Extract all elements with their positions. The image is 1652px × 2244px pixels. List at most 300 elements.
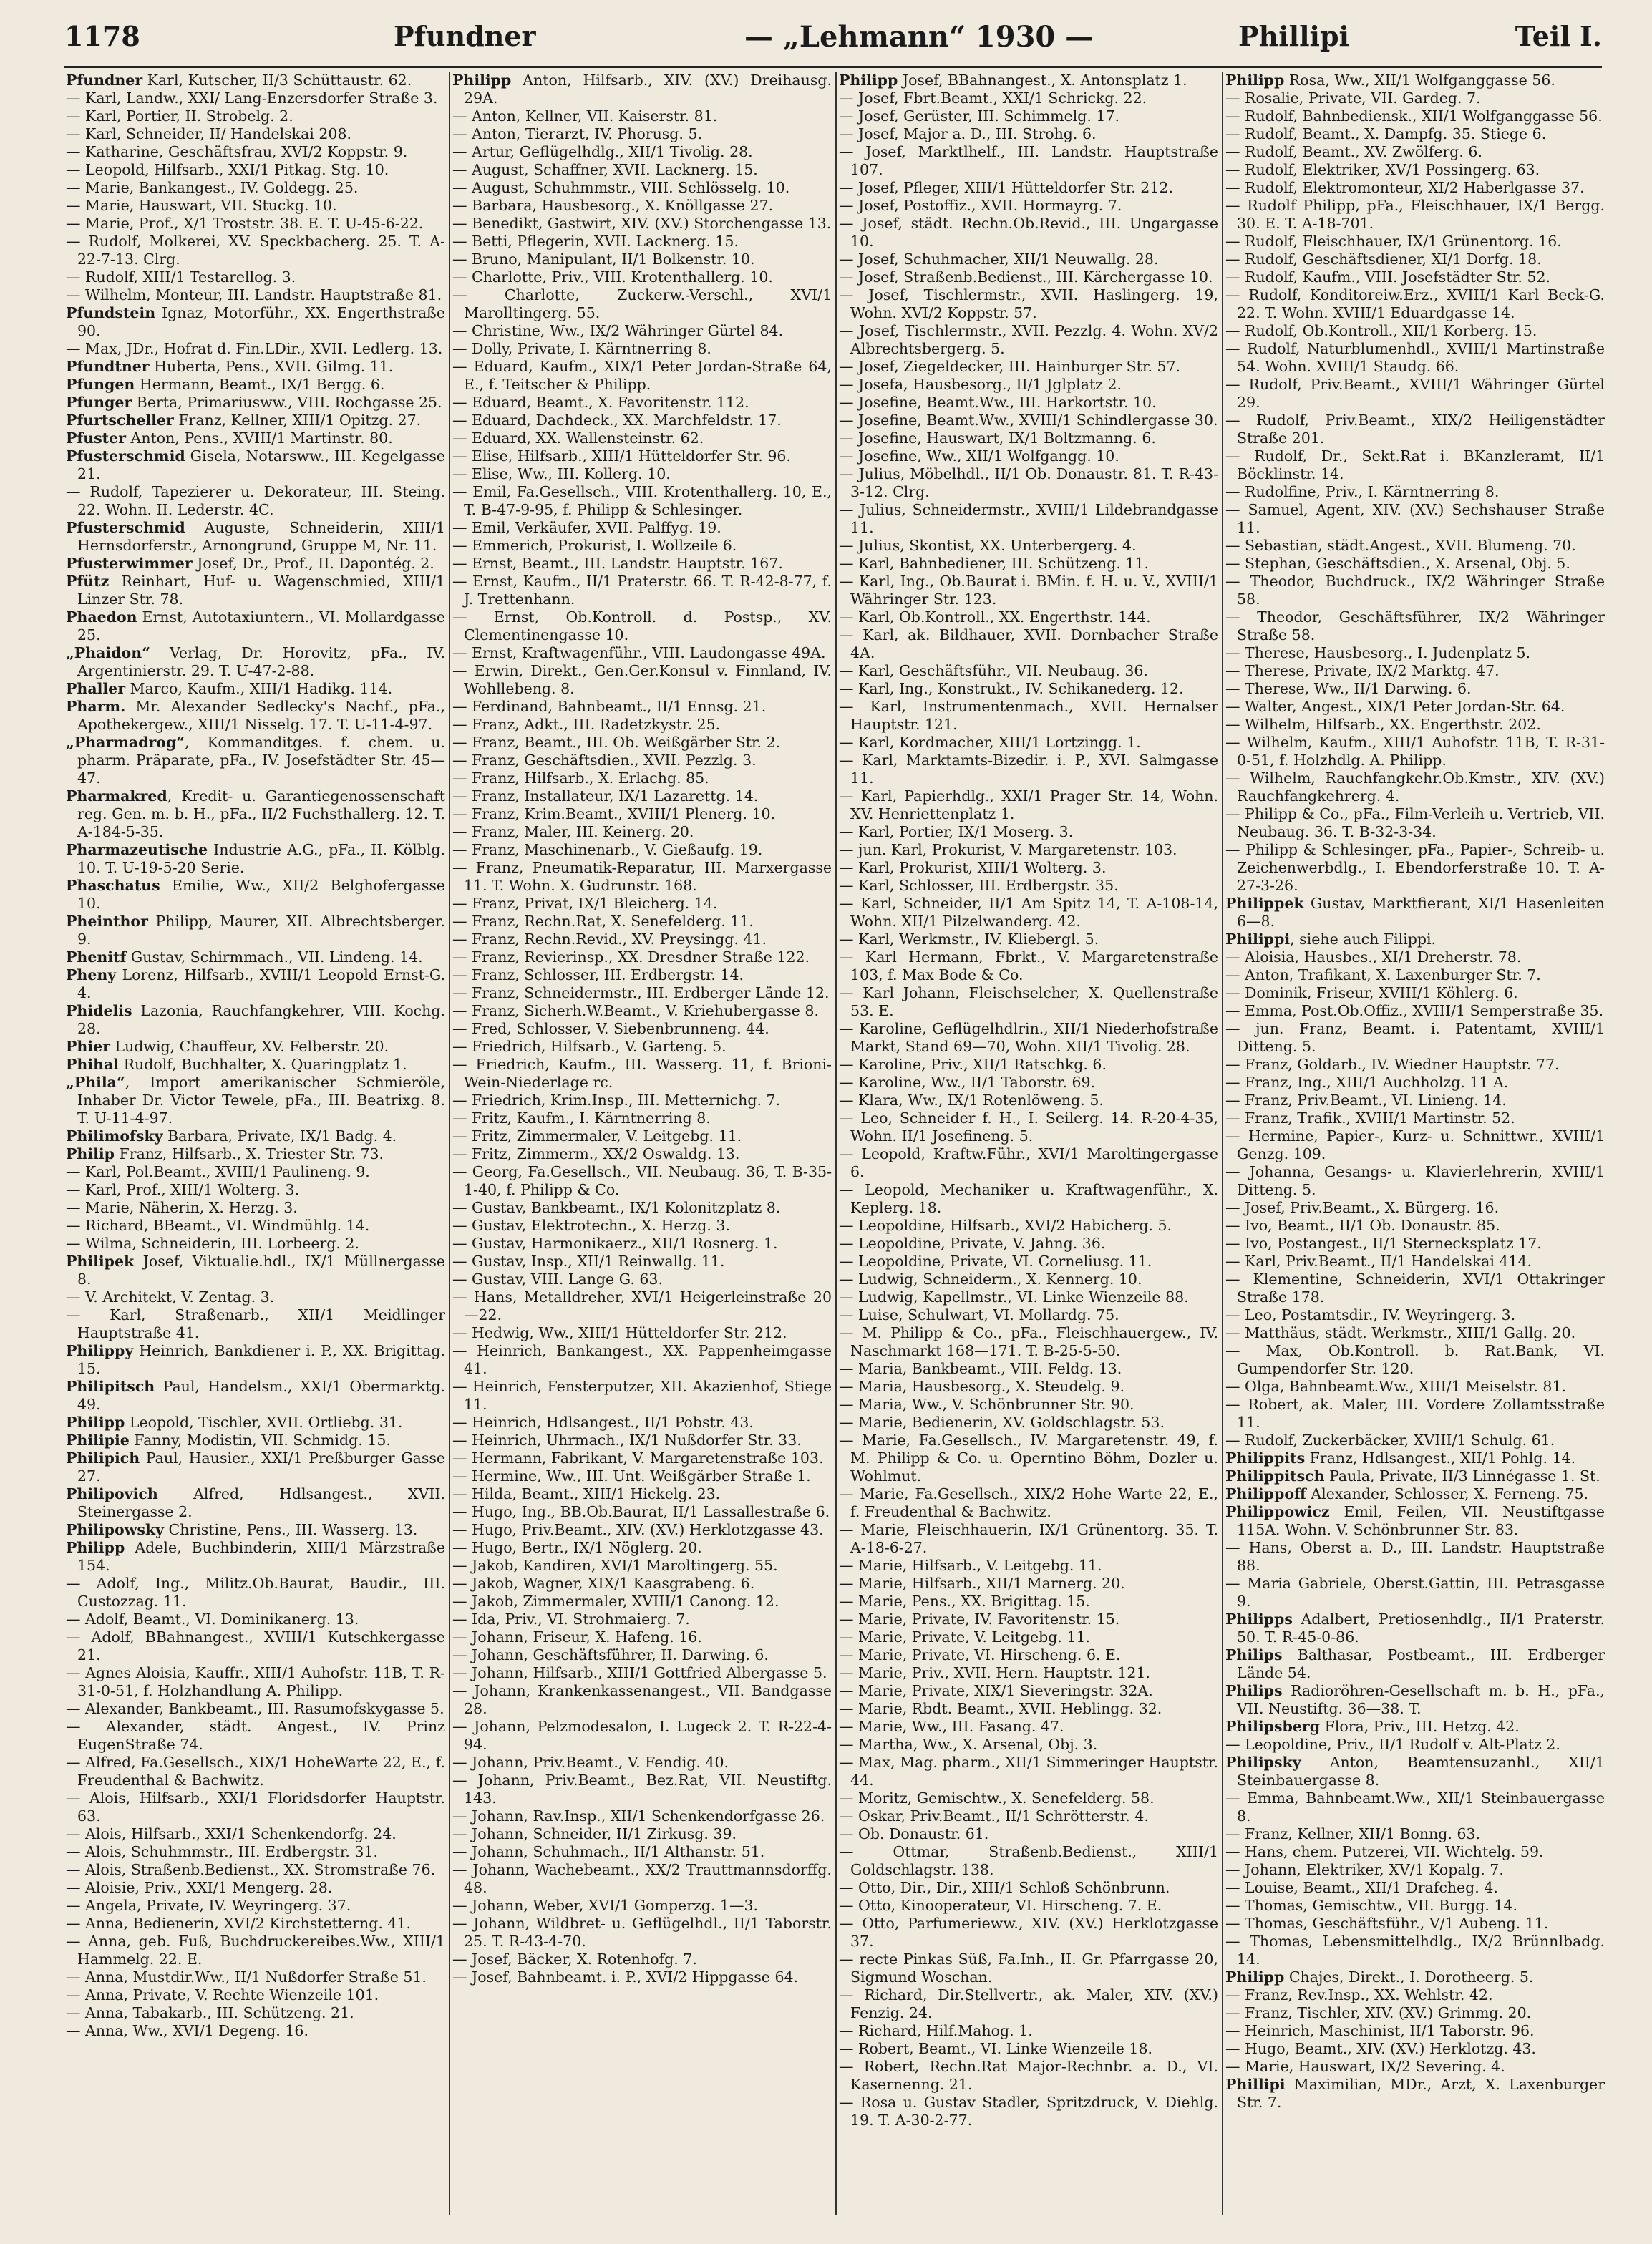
directory-entry: — Julius, Möbelhdl., II/1 Ob. Donaustr. 81. T. R-43-3-12. Clrg. xyxy=(839,465,1218,500)
directory-entry: — Adolf, BBahnangest., XVIII/1 Kutschkergasse 21. xyxy=(66,1628,445,1663)
directory-entry: — Johanna, Gesangs- u. Klavierlehrerin, XVIII/1 Ditteng. 5. xyxy=(1225,1163,1605,1198)
directory-entry: — Franz, Rechn.Revid., XV. Preysingg. 41. xyxy=(452,931,767,948)
directory-entry: — Stephan, Geschäftsdien., X. Arsenal, Obj. 5. xyxy=(1225,555,1570,572)
directory-entry: — Rudolf, Priv.Beamt., XIX/2 Heiligenstädter Straße 201. xyxy=(1225,412,1605,447)
directory-entry: — Dolly, Private, I. Kärntnerring 8. xyxy=(452,340,711,357)
directory-entry: Pfurtscheller Franz, Kellner, XIII/1 Opitzg. 27. xyxy=(66,412,422,429)
directory-entry: — Ernst, Kaufm., II/1 Praterstr. 66. T. R-42-8-77, f. J. Trettenhann. xyxy=(452,573,832,608)
entry-surname: Pfundtner xyxy=(66,358,150,375)
directory-entry: — Anna, Mustdir.Ww., II/1 Nußdorfer Straße 51. xyxy=(66,1968,427,1986)
directory-entry: — Alois, Hilfsarb., XXI/1 Floridsdorfer Hauptstr. 63. xyxy=(66,1789,445,1825)
directory-entry: — Ernst, Beamt., III. Landstr. Hauptstr. 167. xyxy=(452,555,783,572)
directory-entry: — Anna, geb. Fuß, Buchdruckereibes.Ww., XIII/1 Hammelg. 22. E. xyxy=(66,1933,445,1968)
directory-entry: — Walter, Angest., XIX/1 Peter Jordan-Str. 64. xyxy=(1225,698,1565,715)
directory-entry: — Josef, Schuhmacher, XII/1 Neuwallg. 28. xyxy=(839,251,1159,268)
directory-entry: — Johann, Rav.Insp., XII/1 Schenkendorfgasse 26. xyxy=(452,1807,825,1825)
directory-entry: — Rudolf Philipp, pFa., Fleischhauer, IX/1 Bergg. 30. E. T. A-18-701. xyxy=(1225,197,1605,232)
directory-entry: — Hermann, Fabrikant, V. Margaretenstraße 103. xyxy=(452,1449,824,1467)
directory-entry: — Leopoldine, Priv., II/1 Rudolf v. Alt-Platz 2. xyxy=(1225,1736,1560,1753)
directory-entry: — Charlotte, Zuckerw.-Verschl., XVI/1 Marolltingerg. 55. xyxy=(452,286,832,321)
directory-entry: — Heinrich, Hdlsangest., II/1 Pobstr. 43. xyxy=(452,1414,754,1431)
directory-entry: — August, Schaffner, XVII. Lacknerg. 15. xyxy=(452,161,758,178)
entry-surname: Pfuster xyxy=(66,429,126,447)
directory-entry: — Ernst, Ob.Kontroll. d. Postsp., XV. Clementinengasse 10. xyxy=(452,608,832,643)
directory-entry: — Josef, Marktlhelf., III. Landstr. Hauptstraße 107. xyxy=(839,143,1218,178)
directory-entry: — Marie, Hilfsarb., XII/1 Marnerg. 20. xyxy=(839,1575,1125,1592)
directory-entry: — Wilhelm, Kaufm., XIII/1 Auhofstr. 11B, T. R-31-0-51, f. Holzhdlg. A. Philipp. xyxy=(1225,734,1605,769)
entry-surname: „Phaidon“ xyxy=(66,644,150,661)
directory-entry: — Erwin, Direkt., Gen.Ger.Konsul v. Finnland, IV. Wohllebeng. 8. xyxy=(452,662,832,697)
directory-entry: — Franz, Privat, IX/1 Bleicherg. 14. xyxy=(452,895,718,912)
entry-surname: Philipovich xyxy=(66,1485,158,1502)
directory-entry: — Robert, ak. Maler, III. Vordere Zollamtsstraße 11. xyxy=(1225,1396,1605,1431)
entry-surname: Philipitsch xyxy=(66,1378,155,1395)
directory-entry: — Franz, Sicherh.W.Beamt., V. Kriehubergasse 8. xyxy=(452,1002,819,1019)
entry-surname: Pharm. xyxy=(66,698,126,715)
directory-entry: — Franz, Schneidermstr., III. Erdberger Lände 12. xyxy=(452,984,830,1001)
directory-entry: — Karl Johann, Fleischselcher, X. Quellenstraße 53. E. xyxy=(839,984,1218,1019)
directory-entry: Philipp Adele, Buchbinderin, XIII/1 Märzstraße 154. xyxy=(66,1539,445,1574)
directory-entry: — Louise, Beamt., XII/1 Drafcheg. 4. xyxy=(1225,1879,1498,1896)
directory-entry: — Rudolf, Elektromonteur, XI/2 Haberlgasse 37. xyxy=(1225,179,1585,196)
directory-entry: — Josef, Bäcker, X. Rotenhofg. 7. xyxy=(452,1951,697,1968)
directory-entry: — Anna, Tabakarb., III. Schützeng. 21. xyxy=(66,2004,354,2021)
directory-entry: Philippitsch Paula, Private, II/3 Linnégasse 1. St. xyxy=(1225,1467,1600,1485)
directory-entry: — Karl, Papierhdlg., XXI/1 Prager Str. 14, Wohn. XV. Henriettenplatz 1. xyxy=(839,787,1218,822)
directory-entry: — Philipp & Schlesinger, pFa., Papier-, Schreib- u. Zeichenwerbdlg., I. Ebendorferstraße 10. T. A-27-3-26. xyxy=(1225,841,1605,894)
directory-entry: — Thomas, Gemischtw., VII. Burgg. 14. xyxy=(1225,1897,1518,1914)
entry-surname: Philipp xyxy=(66,1414,125,1431)
directory-entry: Philippowicz Emil, Feilen, VII. Neustiftgasse 115A. Wohn. V. Schönbrunner Str. 83. xyxy=(1225,1503,1605,1538)
entry-surname: Pfundstein xyxy=(66,304,156,321)
directory-entry: — Klara, Ww., IX/1 Rotenlöweng. 5. xyxy=(839,1092,1104,1109)
directory-entry: — Heinrich, Fensterputzer, XII. Akazienhof, Stiege 11. xyxy=(452,1378,832,1413)
header-right-keyword: Phillipi xyxy=(1238,20,1349,52)
directory-entry: — Aloisia, Hausbes., XI/1 Dreherstr. 78. xyxy=(1225,948,1522,966)
directory-entry: — Klementine, Schneiderin, XVI/1 Ottakringer Straße 178. xyxy=(1225,1271,1605,1306)
entry-surname: Phaschatus xyxy=(66,877,160,894)
directory-entry: — Alexander, städt. Angest., IV. Prinz EugenStraße 74. xyxy=(66,1718,445,1753)
directory-entry: — Anna, Ww., XVI/1 Degeng. 16. xyxy=(66,2022,308,2039)
directory-entry: — Benedikt, Gastwirt, XIV. (XV.) Storchengasse 13. xyxy=(452,215,832,232)
directory-entry: — Olga, Bahnbeamt.Ww., XIII/1 Meiselstr. 81. xyxy=(1225,1378,1567,1395)
directory-entry: Pfusterschmid Auguste, Schneiderin, XIII/1 Hernsdorferstr., Arnongrund, Gruppe M, Nr. 11. xyxy=(66,519,445,554)
directory-entry: — Josef, Major a. D., III. Strohg. 6. xyxy=(839,125,1097,142)
directory-entry: — Karl, Landw., XXI/ Lang-Enzersdorfer Straße 3. xyxy=(66,89,438,107)
directory-entry: Philipitsch Paul, Handelsm., XXI/1 Obermarktg. 49. xyxy=(66,1378,445,1413)
directory-entry: — Marie, Bankangest., IV. Goldegg. 25. xyxy=(66,179,359,196)
entry-surname: Pfusterschmid xyxy=(66,519,185,536)
directory-entry: — Rudolf, Ob.Kontroll., XII/1 Korberg. 15. xyxy=(1225,322,1537,339)
directory-entry: — Rudolf, Molkerei, XV. Speckbacherg. 25. T. A-22-7-13. Clrg. xyxy=(66,233,445,268)
directory-entry: Pfütz Reinhart, Huf- u. Wagenschmied, XIII/1 Linzer Str. 78. xyxy=(66,573,445,608)
directory-entry: — Rosalie, Private, VII. Gardeg. 7. xyxy=(1225,89,1481,107)
directory-entry: Phaedon Ernst, Autotaxiuntern., VI. Mollardgasse 25. xyxy=(66,608,445,643)
directory-entry: — Elise, Hilfsarb., XIII/1 Hütteldorfer Str. 96. xyxy=(452,447,791,465)
directory-entry: — Karl, Schneider, II/1 Am Spitz 14, T. A-108-14, Wohn. XII/1 Pilzelwanderg. 42. xyxy=(839,895,1218,930)
header-rule xyxy=(64,66,1602,68)
directory-entry: — Martha, Ww., X. Arsenal, Obj. 3. xyxy=(839,1736,1098,1753)
directory-entry: — Ida, Priv., VI. Strohmaierg. 7. xyxy=(452,1611,690,1628)
directory-entry: — Karl, Prof., XIII/1 Wolterg. 3. xyxy=(66,1181,300,1198)
page-number: 1178 xyxy=(64,20,140,52)
directory-entry: Philippy Heinrich, Bankdiener i. P., XX. Brigittag. 15. xyxy=(66,1342,445,1377)
directory-entry: — Friedrich, Hilfsarb., V. Garteng. 5. xyxy=(452,1038,727,1055)
directory-entry: — Johann, Elektriker, XV/1 Kopalg. 7. xyxy=(1225,1861,1504,1878)
directory-entry: Phaschatus Emilie, Ww., XII/2 Belghofergasse 10. xyxy=(66,877,445,912)
directory-entry: Phaller Marco, Kaufm., XIII/1 Hadikg. 114. xyxy=(66,680,393,697)
directory-entry: — Hans, Metalldreher, XVI/1 Heigerleinstraße 20—22. xyxy=(452,1288,832,1323)
entry-surname: Phier xyxy=(66,1038,110,1055)
directory-entry: Pfusterschmid Gisela, Notarsww., III. Kegelgasse 21. xyxy=(66,447,445,482)
directory-entry: — Hermine, Papier-, Kurz- u. Schnittwr., XVIII/1 Genzg. 109. xyxy=(1225,1127,1605,1162)
directory-entry: — Fritz, Zimmermaler, V. Leitgebg. 11. xyxy=(452,1127,742,1145)
directory-entry: — Emil, Verkäufer, XVII. Palffyg. 19. xyxy=(452,519,721,536)
directory-entry: — Alois, Hilfsarb., XXI/1 Schenkendorfg. 24. xyxy=(66,1825,397,1842)
directory-entry: — Thomas, Lebensmittelhdlg., IX/2 Brünnlbadg. 14. xyxy=(1225,1933,1605,1968)
directory-entry: — Karl, Instrumentenmach., XVII. Hernalser Hauptstr. 121. xyxy=(839,698,1218,733)
entry-surname: Phaller xyxy=(66,680,126,697)
directory-entry: — Emil, Fa.Gesellsch., VIII. Krotenthallerg. 10, E., T. B-47-9-95, f. Philipp & Schlesinger. xyxy=(452,483,832,518)
directory-entry: — Sebastian, städt.Angest., XVII. Blumeng. 70. xyxy=(1225,537,1576,554)
directory-entry: — Samuel, Agent, XIV. (XV.) Sechshauser Straße 11. xyxy=(1225,501,1605,536)
directory-entry: — Rudolf, Beamt., X. Dampfg. 35. Stiege 6. xyxy=(1225,125,1547,142)
directory-entry: — Johann, Weber, XVI/1 Gomperzg. 1—3. xyxy=(452,1897,759,1914)
directory-entry: — Emma, Bahnbeamt.Ww., XII/1 Steinbauergasse 8. xyxy=(1225,1789,1605,1825)
entry-surname: Phaedon xyxy=(66,608,137,626)
entry-surname: „Pharmadrog“ xyxy=(66,734,185,751)
directory-entry: Philippoff Alexander, Schlosser, X. Ferneng. 75. xyxy=(1225,1485,1589,1502)
directory-entry: — Jakob, Kandiren, XVI/1 Maroltingerg. 55. xyxy=(452,1557,778,1574)
directory-entry: — Josef, Postoffiz., XVII. Hormayrg. 7. xyxy=(839,197,1122,214)
column-4 xyxy=(1225,72,1605,2215)
directory-entry: — Maria, Bankbeamt., VIII. Feldg. 13. xyxy=(839,1360,1122,1377)
directory-entry: — Rudolf, Elektriker, XV/1 Possingerg. 63. xyxy=(1225,161,1540,178)
directory-entry: — Alexander, Bankbeamt., III. Rasumofskygasse 5. xyxy=(66,1700,444,1717)
directory-entry: — Franz, Beamt., III. Ob. Weißgärber Str. 2. xyxy=(452,734,781,751)
directory-entry: — Leopold, Kraftw.Führ., XVI/1 Maroltingergasse 6. xyxy=(839,1145,1218,1180)
directory-entry: — Leopold, Hilfsarb., XXI/1 Pitkag. Stg. 10. xyxy=(66,161,389,178)
directory-entry: — Max, Ob.Kontroll. b. Rat.Bank, VI. Gumpendorfer Str. 120. xyxy=(1225,1342,1605,1377)
directory-entry: — V. Architekt, V. Zentag. 3. xyxy=(66,1288,275,1306)
directory-entry: — Friedrich, Kaufm., III. Wasserg. 11, f. Brioni-Wein-Niederlage rc. xyxy=(452,1056,832,1091)
directory-entry: — jun. Karl, Prokurist, V. Margaretenstr. 103. xyxy=(839,841,1177,858)
directory-entry: — Eduard, XX. Wallensteinstr. 62. xyxy=(452,429,704,447)
directory-entry: — Karl, ak. Bildhauer, XVII. Dornbacher Straße 4A. xyxy=(839,626,1218,661)
directory-entry: — Franz, Krim.Beamt., XVIII/1 Plenerg. 10. xyxy=(452,805,776,822)
directory-entry: — Otto, Parfumerieww., XIV. (XV.) Herklotzgasse 37. xyxy=(839,1915,1218,1950)
directory-entry: — Johann, Schneider, II/1 Zirkusg. 39. xyxy=(452,1825,737,1842)
directory-entry: — Hermine, Ww., III. Unt. Weißgärber Straße 1. xyxy=(452,1467,811,1485)
directory-entry: Pfundtner Huberta, Pens., XVII. Gilmg. 11. xyxy=(66,358,394,375)
directory-entry: — Fred, Schlosser, V. Siebenbrunneng. 44. xyxy=(452,1020,769,1037)
directory-entry: — Karl, Prokurist, XIII/1 Wolterg. 3. xyxy=(839,859,1107,876)
directory-entry: — Josef, Tischlermstr., XVII. Haslingerg. 19, Wohn. XVI/2 Koppstr. 57. xyxy=(839,286,1218,321)
directory-entry: — Jakob, Wagner, XIX/1 Kaasgrabeng. 6. xyxy=(452,1575,755,1592)
directory-entry: — Angela, Private, IV. Weyringerg. 37. xyxy=(66,1897,351,1914)
directory-entry: — Marie, Private, XIX/1 Sieveringstr. 32A. xyxy=(839,1682,1153,1699)
directory-entry: — Hans, chem. Putzerei, VII. Wichtelg. 59. xyxy=(1225,1843,1544,1860)
directory-entry: — Gustav, Insp., XII/1 Reinwallg. 11. xyxy=(452,1253,725,1270)
entry-surname: Philips xyxy=(1225,1646,1283,1663)
directory-entry: — Therese, Hausbesorg., I. Judenplatz 5. xyxy=(1225,644,1531,661)
directory-entry: — Rudolf, Geschäftsdiener, XI/1 Dorfg. 18. xyxy=(1225,251,1542,268)
directory-entry: Pfungen Hermann, Beamt., IX/1 Bergg. 6. xyxy=(66,376,385,393)
directory-entry: — Johann, Geschäftsführer, II. Darwing. 6. xyxy=(452,1646,769,1663)
directory-entry: — Betti, Pflegerin, XVII. Lacknerg. 15. xyxy=(452,233,739,250)
directory-entry: — Franz, Trafik., XVIII/1 Martinstr. 52. xyxy=(1225,1109,1515,1127)
directory-entry: — Robert, Beamt., VI. Linke Wienzeile 18. xyxy=(839,2040,1153,2057)
directory-entry: — Johann, Hilfsarb., XIII/1 Gottfried Albergasse 5. xyxy=(452,1664,827,1681)
directory-entry: — Wilhelm, Monteur, III. Landstr. Hauptstraße 81. xyxy=(66,286,442,303)
directory-entry: — Hugo, Bertr., IX/1 Nöglerg. 20. xyxy=(452,1539,702,1556)
directory-entry: Pharmazeutische Industrie A.G., pFa., II. Kölblg. 10. T. U-19-5-20 Serie. xyxy=(66,841,445,876)
directory-entry: — Katharine, Geschäftsfrau, XVI/2 Koppstr. 9. xyxy=(66,143,408,160)
directory-entry: — Anna, Bedienerin, XVI/2 Kirchstetterng. 41. xyxy=(66,1915,411,1932)
entry-surname: Phidelis xyxy=(66,1002,132,1019)
entry-surname: Pharmazeutische xyxy=(66,841,208,858)
directory-entry: — Marie, Private, IV. Favoritenstr. 15. xyxy=(839,1611,1120,1628)
directory-entry: — Franz, Hilfsarb., X. Erlachg. 85. xyxy=(452,769,709,787)
directory-entry: — Josefine, Ww., XII/1 Wolfgangg. 10. xyxy=(839,447,1119,465)
directory-entry: — Richard, Dir.Stellvertr., ak. Maler, XIV. (XV.) Fenzig. 24. xyxy=(839,1986,1218,2021)
directory-entry: — Marie, Private, V. Leitgebg. 11. xyxy=(839,1628,1091,1646)
directory-entry: — Otto, Kinooperateur, VI. Hirscheng. 7. E. xyxy=(839,1897,1162,1914)
directory-entry: — Maria, Ww., V. Schönbrunner Str. 90. xyxy=(839,1396,1134,1413)
directory-entry: — Richard, BBeamt., VI. Windmühlg. 14. xyxy=(66,1217,370,1234)
entry-surname: Philippy xyxy=(66,1342,134,1359)
header-left-keyword: Pfundner xyxy=(394,20,536,52)
directory-entry: — Max, JDr., Hofrat d. Fin.LDir., XVII. Ledlerg. 13. xyxy=(66,340,443,357)
directory-entry: Philips Radioröhren-Gesellschaft m. b. H., pFa., VII. Neustiftg. 36—38. T. xyxy=(1225,1682,1605,1717)
directory-entry: — Johann, Wildbret- u. Geflügelhdl., II/1 Taborstr. 25. T. R-43-4-70. xyxy=(452,1915,832,1950)
entry-surname: Phihal xyxy=(66,1056,120,1073)
entry-surname: Philipsky xyxy=(1225,1754,1301,1771)
directory-entry: — Eduard, Dachdeck., XX. Marchfeldstr. 17. xyxy=(452,412,782,429)
directory-entry: Philipp Josef, BBahnangest., X. Antonsplatz 1. xyxy=(839,72,1187,89)
directory-entry: — Alois, Straßenb.Bedienst., XX. Stromstraße 76. xyxy=(66,1861,436,1878)
directory-entry: — Ivo, Beamt., II/1 Ob. Donaustr. 85. xyxy=(1225,1217,1500,1234)
directory-entry: — Johann, Friseur, X. Hafeng. 16. xyxy=(452,1628,702,1646)
directory-entry: — Maria Gabriele, Oberst.Gattin, III. Petrasgasse 9. xyxy=(1225,1575,1605,1610)
directory-entry: — Therese, Ww., II/1 Darwing. 6. xyxy=(1225,680,1472,697)
directory-entry: — Josef, Fbrt.Beamt., XXI/1 Schrickg. 22. xyxy=(839,89,1147,107)
directory-entry: — Charlotte, Priv., VIII. Krotenthallerg. 10. xyxy=(452,268,773,286)
directory-entry: — Marie, Pens., XX. Brigittag. 15. xyxy=(839,1593,1090,1610)
entry-surname: Philipek xyxy=(66,1253,135,1270)
entry-surname: Philippits xyxy=(1225,1449,1306,1467)
directory-entry: — Christine, Ww., IX/2 Währinger Gürtel 84. xyxy=(452,322,784,339)
directory-entry: Pfundner Karl, Kutscher, II/3 Schüttaustr. 62. xyxy=(66,72,412,89)
directory-entry: — Anton, Kellner, VII. Kaiserstr. 81. xyxy=(452,107,718,125)
directory-entry: — Karl, Schneider, II/ Handelskai 208. xyxy=(66,125,352,142)
entry-surname: Pfusterwimmer xyxy=(66,555,193,572)
directory-entry: — Leo, Schneider f. H., I. Seilerg. 14. R-20-4-35, Wohn. II/1 Josefineng. 5. xyxy=(839,1109,1218,1145)
header-title: — „Lehmann“ 1930 — xyxy=(744,20,1094,54)
directory-entry: — Rudolf, Fleischhauer, IX/1 Grünentorg. 16. xyxy=(1225,233,1562,250)
directory-entry: Phenitf Gustav, Schirmmach., VII. Lindeng. 14. xyxy=(66,948,423,966)
entry-surname: Pheny xyxy=(66,966,117,983)
directory-entry: — Aloisie, Priv., XXI/1 Mengerg. 28. xyxy=(66,1879,333,1896)
directory-entry: — Julius, Skontist, XX. Unterbergerg. 4. xyxy=(839,537,1137,554)
column-divider xyxy=(835,72,837,2215)
entry-surname: Philippoff xyxy=(1225,1485,1306,1502)
directory-entry: Philipps Adalbert, Pretiosenhdlg., II/1 Praterstr. 50. T. R-45-0-86. xyxy=(1225,1611,1605,1646)
directory-entry: — Rudolf, Kaufm., VIII. Josefstädter Str. 52. xyxy=(1225,268,1551,286)
directory-entry: — Emmerich, Prokurist, I. Wollzeile 6. xyxy=(452,537,737,554)
directory-entry: — Wilhelm, Hilfsarb., XX. Engerthstr. 202. xyxy=(1225,716,1541,733)
directory-entry: — Otto, Dir., Dir., XIII/1 Schloß Schönbrunn. xyxy=(839,1879,1170,1896)
directory-entry: „Phila“, Import amerikanischer Schmieröle, Inhaber Dr. Victor Tewele, pFa., III. Beatrixg. 8. T. U-11-4-97. xyxy=(66,1074,445,1127)
directory-entry: — Ivo, Postangest., II/1 Sternecksplatz 17. xyxy=(1225,1235,1542,1252)
directory-entry: — Franz, Ing., XIII/1 Auchholzg. 11 A. xyxy=(1225,1074,1509,1091)
directory-entry: — Emma, Post.Ob.Offiz., XVIII/1 Semperstraße 35. xyxy=(1225,1002,1603,1019)
directory-entry: — Anton, Trafikant, X. Laxenburger Str. 7. xyxy=(1225,966,1541,983)
directory-entry: Philipovich Alfred, Hdlsangest., XVII. Steinergasse 2. xyxy=(66,1485,445,1520)
directory-entry: — Franz, Priv.Beamt., VI. Linieng. 14. xyxy=(1225,1092,1507,1109)
directory-entry: — Franz, Rev.Insp., XX. Wehlstr. 42. xyxy=(1225,1986,1493,2003)
directory-entry: Pfundstein Ignaz, Motorführ., XX. Engerthstraße 90. xyxy=(66,304,445,339)
directory-entry: — August, Schuhmmstr., VIII. Schlösselg. 10. xyxy=(452,179,790,196)
directory-entry: — M. Philipp & Co., pFa., Fleischhauergew., IV. Naschmarkt 168—171. T. B-25-5-50. xyxy=(839,1324,1218,1359)
directory-entry: Philipp Anton, Hilfsarb., XIV. (XV.) Dreihausg. 29A. xyxy=(452,72,832,107)
directory-entry: Pharmakred, Kredit- u. Garantiegenossenschaft reg. Gen. m. b. H., pFa., II/2 Fuchsthallerg. 12. T. A-184-5-35. xyxy=(66,787,445,840)
directory-entry: — Marie, Fa.Gesellsch., XIX/2 Hohe Warte 22, E., f. Freudenthal & Bachwitz. xyxy=(839,1485,1218,1520)
directory-entry: — Marie, Private, VI. Hirscheng. 6. E. xyxy=(839,1646,1121,1663)
entry-surname: Philipp xyxy=(452,72,512,89)
column-divider xyxy=(1222,72,1223,2215)
directory-entry: — Maria, Hausbesorg., X. Steudelg. 9. xyxy=(839,1378,1125,1395)
directory-entry: — Franz, Pneumatik-Reparatur, III. Marxergasse 11. T. Wohn. X. Gudrunstr. 168. xyxy=(452,859,832,894)
directory-entry: Philippits Franz, Hdlsangest., XII/1 Pohlg. 14. xyxy=(1225,1449,1576,1467)
directory-entry: — Gustav, VIII. Lange G. 63. xyxy=(452,1271,663,1288)
directory-entry: — Barbara, Hausbesorg., X. Knöllgasse 27. xyxy=(452,197,774,214)
directory-entry: — jun. Franz, Beamt. i. Patentamt, XVIII/1 Ditteng. 5. xyxy=(1225,1020,1605,1055)
directory-entry: — Karl, Ing., Konstrukt., IV. Schikanederg. 12. xyxy=(839,680,1184,697)
directory-entry: — Josefine, Beamt.Ww., III. Harkortstr. 10. xyxy=(839,394,1157,411)
directory-entry: — Josef, Ziegeldecker, III. Hainburger Str. 57. xyxy=(839,358,1181,375)
entry-surname: Philipowsky xyxy=(66,1521,164,1538)
directory-entry: — Marie, Rbdt. Beamt., XVII. Heblingg. 32. xyxy=(839,1700,1162,1717)
directory-entry: — Heinrich, Uhrmach., IX/1 Nußdorfer Str. 33. xyxy=(452,1432,802,1449)
directory-entry: — Karl, Kordmacher, XIII/1 Lortzingg. 1. xyxy=(839,734,1141,751)
directory-entry: — Ob. Donaustr. 61. xyxy=(839,1825,989,1842)
entry-surname: Pfütz xyxy=(66,573,110,590)
entry-surname: Philipsberg xyxy=(1225,1718,1321,1735)
directory-entry: — Ludwig, Schneiderm., X. Kennerg. 10. xyxy=(839,1271,1142,1288)
directory-entry: — Adolf, Ing., Militz.Ob.Baurat, Baudir., III. Custozzag. 11. xyxy=(66,1575,445,1610)
directory-entry: — Josefa, Hausbesorg., II/1 Jglplatz 2. xyxy=(839,376,1122,393)
directory-entry: — Ottmar, Straßenb.Bedienst., XIII/1 Goldschlagstr. 138. xyxy=(839,1843,1218,1878)
directory-entry: — Richard, Hilf.Mahog. 1. xyxy=(839,2022,1033,2039)
directory-entry: — Karl, Pol.Beamt., XVIII/1 Paulineng. 9. xyxy=(66,1163,370,1180)
directory-entry: — Gustav, Bankbeamt., IX/1 Kolonitzplatz 8. xyxy=(452,1199,781,1216)
directory-entry: — Leopoldine, Private, VI. Corneliusg. 11. xyxy=(839,1253,1152,1270)
directory-entry: Philipp Chajes, Direkt., I. Dorotheerg. 5. xyxy=(1225,1968,1534,1986)
directory-entry: — Franz, Revierinsp., XX. Dresdner Straße 122. xyxy=(452,948,810,966)
directory-entry: — Anton, Tierarzt, IV. Phorusg. 5. xyxy=(452,125,703,142)
directory-entry: Philips Balthasar, Postbeamt., III. Erdberger Lände 54. xyxy=(1225,1646,1605,1681)
directory-entry: — Georg, Fa.Gesellsch., VII. Neubaug. 36, T. B-35-1-40, f. Philipp & Co. xyxy=(452,1163,832,1198)
column-2 xyxy=(452,72,832,2215)
directory-entry: — Heinrich, Bankangest., XX. Pappenheimgasse 41. xyxy=(452,1342,832,1377)
directory-entry: Philipp Leopold, Tischler, XVII. Ortliebg. 31. xyxy=(66,1414,403,1431)
entry-surname: Pfungen xyxy=(66,376,135,393)
directory-entry: — Hedwig, Ww., XIII/1 Hütteldorfer Str. 212. xyxy=(452,1324,787,1341)
directory-entry: — Karl, Portier, IX/1 Moserg. 3. xyxy=(839,823,1074,840)
directory-entry: — Josef, Tischlermstr., XVII. Pezzlg. 4. Wohn. XV/2 Albrechtsbergerg. 5. xyxy=(839,322,1218,357)
directory-entry: — Marie, Hauswart, VII. Stuckg. 10. xyxy=(66,197,337,214)
directory-entry: — Julius, Schneidermstr., XVIII/1 Lildebrandgasse 11. xyxy=(839,501,1218,536)
directory-entry: Philipek Josef, Viktualie.hdl., IX/1 Müllnergasse 8. xyxy=(66,1253,445,1288)
directory-entry: Philipp Rosa, Ww., XII/1 Wolfganggasse 56. xyxy=(1225,72,1555,89)
entry-surname: Pheinthor xyxy=(66,913,148,930)
directory-entry: — Johann, Priv.Beamt., Bez.Rat, VII. Neustiftg. 143. xyxy=(452,1772,832,1807)
entry-surname: Pfurtscheller xyxy=(66,412,174,429)
directory-entry: — Karl, Straßenarb., XII/1 Meidlinger Hauptstraße 41. xyxy=(66,1306,445,1341)
page-header xyxy=(64,20,1602,63)
directory-entry: — Fritz, Kaufm., I. Kärntnerring 8. xyxy=(452,1109,711,1127)
directory-entry: — Leopoldine, Private, V. Jahng. 36. xyxy=(839,1235,1106,1252)
directory-entry: — Karoline, Ww., II/1 Taborstr. 69. xyxy=(839,1074,1096,1091)
directory-entry: — Franz, Rechn.Rat, X. Senefelderg. 11. xyxy=(452,913,754,930)
directory-entry: — Wilhelm, Rauchfangkehr.Ob.Kmstr., XIV. (XV.) Rauchfangkehrerg. 4. xyxy=(1225,769,1605,805)
directory-entry: — Marie, Ww., III. Fasang. 47. xyxy=(839,1718,1064,1735)
directory-entry: — Franz, Maler, III. Keinerg. 20. xyxy=(452,823,694,840)
directory-entry: Philipich Paul, Hausier., XXI/1 Preßburger Gasse 27. xyxy=(66,1449,445,1485)
directory-entry: — Karl, Marktamts-Bizedir. i. P., XVI. Salmgasse 11. xyxy=(839,752,1218,787)
directory-entry: — Marie, Prof., X/1 Troststr. 38. E. T. U-45-6-22. xyxy=(66,215,424,232)
directory-entry: — Ernst, Kraftwagenführ., VIII. Laudongasse 49A. xyxy=(452,644,826,661)
directory-entry: — Franz, Adkt., III. Radetzkystr. 25. xyxy=(452,716,721,733)
directory-entry: — Rudolf, Priv.Beamt., XVIII/1 Währinger Gürtel 29. xyxy=(1225,376,1605,411)
entry-surname: Phillipi xyxy=(1225,2076,1286,2093)
directory-entry: — Elise, Ww., III. Kollerg. 10. xyxy=(452,465,671,482)
directory-entry: — Marie, Priv., XVII. Hern. Hauptstr. 121. xyxy=(839,1664,1150,1681)
entry-surname: Philips xyxy=(1225,1682,1283,1699)
directory-entry: Philippi, siehe auch Filippi. xyxy=(1225,931,1437,948)
directory-entry: — Hugo, Priv.Beamt., XIV. (XV.) Herklotzgasse 43. xyxy=(452,1521,824,1538)
directory-entry: — Rudolf, XIII/1 Testarellog. 3. xyxy=(66,268,296,286)
entry-surname: Philipp xyxy=(66,1539,125,1556)
entry-surname: Pfunger xyxy=(66,394,132,411)
directory-entry: — Josef, Straßenb.Bedienst., III. Kärchergasse 10. xyxy=(839,268,1213,286)
directory-entry: — Gustav, Harmonikaerz., XII/1 Rosnerg. 1. xyxy=(452,1235,778,1252)
directory-entry: „Phaidon“ Verlag, Dr. Horovitz, pFa., IV. Argentinierstr. 29. T. U-47-2-88. xyxy=(66,644,445,679)
directory-entry: — Eduard, Beamt., X. Favoritenstr. 112. xyxy=(452,394,749,411)
entry-surname: Pfundner xyxy=(66,72,143,89)
entry-surname: Philipp xyxy=(1225,1968,1285,1986)
directory-entry: — Rudolf, Naturblumenhdl., XVIII/1 Martinstraße 54. Wohn. XVIII/1 Staudg. 66. xyxy=(1225,340,1605,375)
directory-entry: — Rudolf, Beamt., XV. Zwölferg. 6. xyxy=(1225,143,1482,160)
directory-entry: — Johann, Wachebeamt., XX/2 Trauttmannsdorffg. 48. xyxy=(452,1861,832,1896)
directory-entry: — Franz, Goldarb., IV. Wiedner Hauptstr. 77. xyxy=(1225,1056,1560,1073)
directory-entry: — Bruno, Manipulant, II/1 Bolkenstr. 10. xyxy=(452,251,755,268)
directory-entry: — Alfred, Fa.Gesellsch., XIX/1 HoheWarte 22, E., f. Freudenthal & Bachwitz. xyxy=(66,1754,445,1789)
directory-entry: — Josef, Pfleger, XIII/1 Hütteldorfer Str. 212. xyxy=(839,179,1173,196)
directory-entry: — Marie, Hauswart, IX/2 Severing. 4. xyxy=(1225,2058,1505,2075)
directory-entry: — Karl, Priv.Beamt., II/1 Handelskai 414. xyxy=(1225,1253,1532,1270)
directory-entry: Philipsky Anton, Beamtensuzanhl., XII/1 Steinbauergasse 8. xyxy=(1225,1754,1605,1789)
directory-entry: — Gustav, Elektrotechn., X. Herzg. 3. xyxy=(452,1217,730,1234)
directory-entry: — Eduard, Kaufm., XIX/1 Peter Jordan-Straße 64, E., f. Teitscher & Philipp. xyxy=(452,358,832,393)
directory-entry: Phillipi Maximilian, MDr., Arzt, X. Laxenburger Str. 7. xyxy=(1225,2076,1605,2111)
directory-entry: — Hans, Oberst a. D., III. Landstr. Hauptstraße 88. xyxy=(1225,1539,1605,1574)
directory-entry: — Friedrich, Krim.Insp., III. Metternichg. 7. xyxy=(452,1092,781,1109)
entry-surname: Philippowicz xyxy=(1225,1503,1330,1520)
directory-entry: — Philipp & Co., pFa., Film-Verleih u. Vertrieb, VII. Neubaug. 36. T. B-32-3-34. xyxy=(1225,805,1605,840)
directory-entry: — Josef, Bahnbeamt. i. P., XVI/2 Hippgasse 64. xyxy=(452,1968,799,1986)
